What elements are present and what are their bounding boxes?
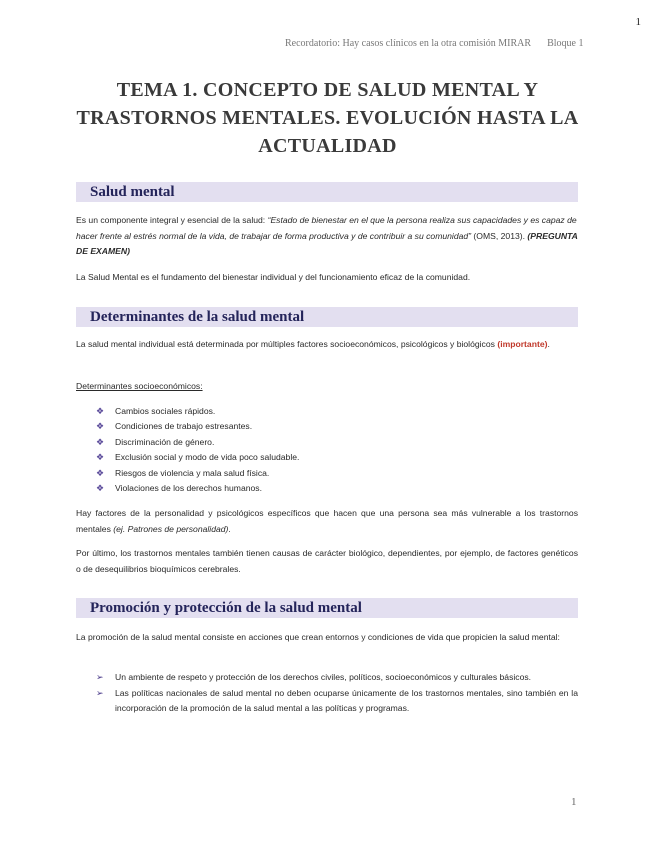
list-item [76,686,578,717]
document-title: TEMA 1. CONCEPTO DE SALUD MENTAL Y TRASTORNOS MENTALES. EVOLUCIÓN HASTA LA ACTUALIDAD [76,79,579,157]
personality-example: (ej. Patrones de personalidad) [113,523,229,534]
important-note: (importante) [497,339,548,349]
promocion-paragraph-1: La promoción de la salud mental consiste en acciones que crean entornos y condiciones de vida que propicien la salud mental: [76,632,560,642]
diamond-bullet-icon: ❖ [96,482,105,493]
determinantes-p1-end: . [547,339,550,349]
socioeconomic-list [76,404,578,496]
list-item [76,466,578,481]
list-item-text: Las políticas nacionales de salud mental no deben ocuparse únicamente de los trastornos mentales, sino también en la incorporación de la promoción de la salud mental a las políticas y programas. [115,687,578,713]
diamond-bullet-icon: ❖ [96,452,105,463]
salud-mental-definition [76,213,578,260]
definition-ref: (OMS, 2013). [471,230,528,241]
list-item-text: Un ambiente de respeto y protección de los derechos civiles, políticos, socioeconómicos y culturales básicos. [115,672,532,682]
determinantes-p1-text: La salud mental individual está determinada por múltiples factores socioeconómicos, psicológicos y biológicos [76,339,498,349]
list-item [76,481,578,496]
list-item-text: Condiciones de trabajo estresantes. [115,421,253,432]
arrow-bullet-icon: ➢ [96,687,104,698]
list-item-text: Violaciones de los derechos humanos. [115,482,262,493]
diamond-bullet-icon: ❖ [96,436,105,447]
salud-mental-paragraph-2: La Salud Mental es el fundamento del bienestar individual y del funcionamiento eficaz de la comunidad. [76,272,471,282]
page-number-bottom: 1 [571,796,577,808]
diamond-bullet-icon: ❖ [96,421,105,432]
socioeconomic-subheading [76,379,578,395]
list-item-text: Riesgos de violencia y mala salud física. [115,467,270,478]
page-number-top: 1 [635,16,641,28]
list-item [76,435,578,450]
section-heading-salud-mental: Salud mental [76,182,578,202]
running-header [285,38,583,49]
socioeconomic-list-wrap [76,404,578,496]
exam-note: (PREGUNTA DE EXAMEN) [76,230,578,256]
list-item-text: Exclusión social y modo de vida poco saludable. [115,452,300,463]
list-item [76,450,578,465]
promocion-list-wrap [76,670,578,717]
list-item [76,670,578,686]
determinantes-paragraph-2 [76,506,578,537]
arrow-bullet-icon: ➢ [96,672,104,682]
header-block: Bloque 1 [547,38,584,49]
list-item-text: Discriminación de género. [115,436,215,447]
section-heading-promocion: Promoción y protección de la salud mental [76,598,578,618]
section-heading-determinantes: Determinantes de la salud mental [76,307,578,327]
diamond-bullet-icon: ❖ [96,467,105,478]
definition-intro: Es un componente integral y esencial de la salud: [76,215,268,225]
header-reminder: Recordatorio: Hay casos clínicos en la otra comisión MIRAR [285,38,532,49]
list-item-text: Cambios sociales rápidos. [115,406,216,416]
determinantes-p2-text: Hay factores de la personalidad y psicológicos específicos que hacen que una persona sea más vulnerable a los trastornos mentales [76,508,578,534]
promocion-list [76,670,578,717]
list-item [76,404,578,419]
list-item [76,419,578,434]
determinantes-p2-end: . [228,523,231,534]
socioeconomic-subheading-text: Determinantes socioeconómicos: [76,381,203,391]
diamond-bullet-icon: ❖ [96,406,105,416]
definition-quote: “Estado de bienestar en el que la persona realiza sus capacidades y es capaz de hacer frente al estrés normal de la vida, de trabajar de forma productiva y de contribuir a su comunidad” [76,215,577,241]
determinantes-paragraph-3: Por último, los trastornos mentales también tienen causas de carácter biológico, dependientes, por ejemplo, de factores genéticos o de desequilibrios bioquímicos cerebrales. [76,548,578,574]
determinantes-paragraph-1 [76,337,578,353]
